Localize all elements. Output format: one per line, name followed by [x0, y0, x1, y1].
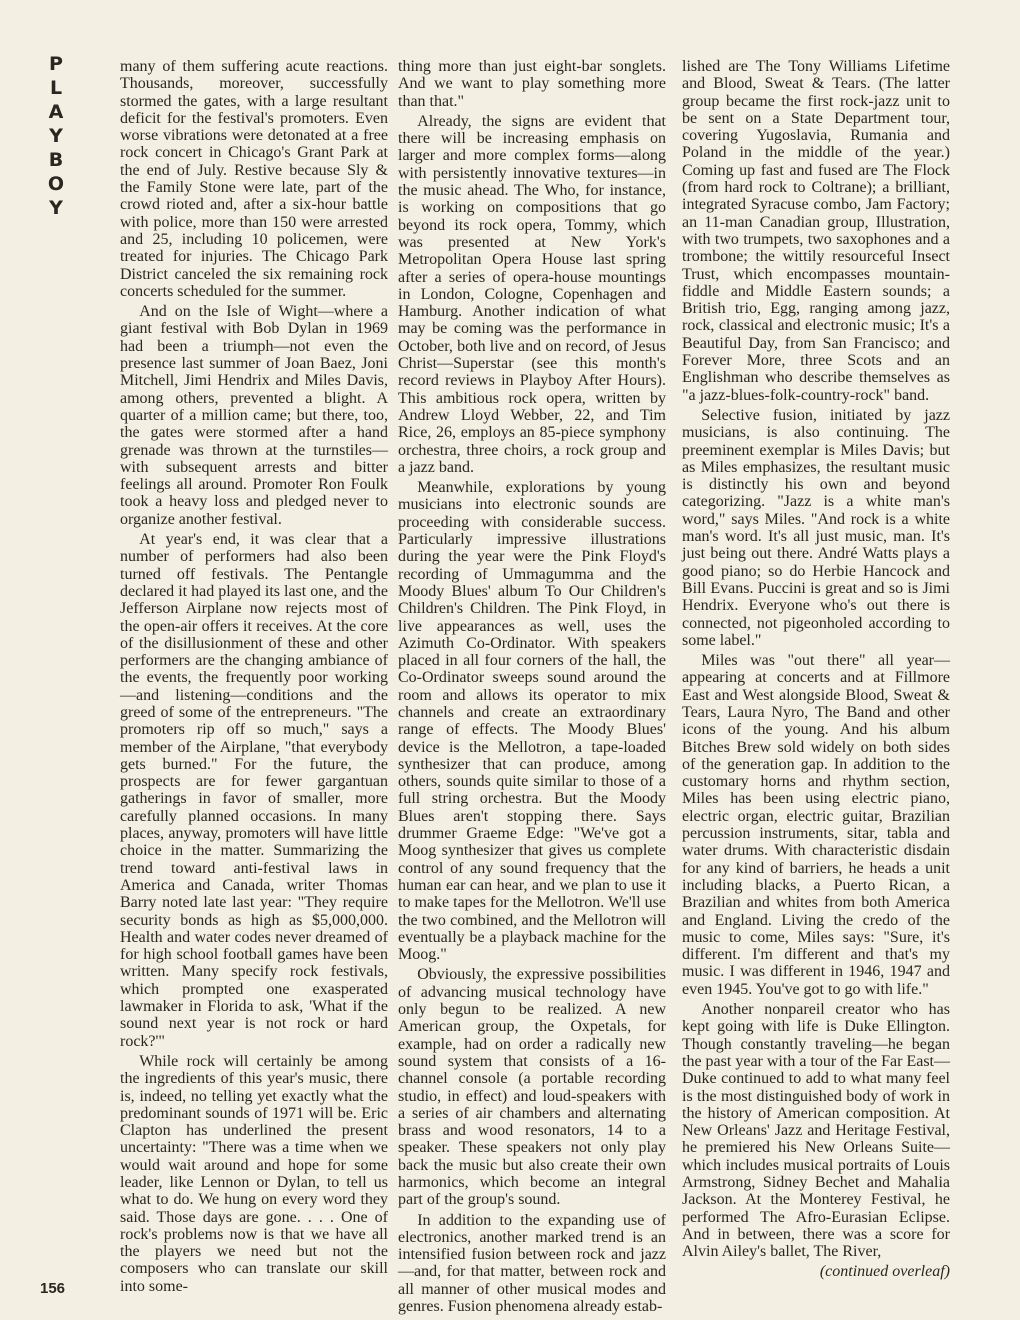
masthead-letter: Y [49, 197, 63, 219]
masthead-letter: Y [49, 125, 63, 147]
paragraph: In addition to the expanding use of electronics, another marked trend is an intensified fusion between rock and jazz—and, for that matter, between rock and all manner of other musical modes and genres. Fusion phenomena already estab- [398, 1211, 666, 1316]
text-column-2 [398, 58, 666, 1318]
paragraph: Selective fusion, initiated by jazz musicians, is also continuing. The preeminent exemplar is Miles Davis; but as Miles emphasizes, the resultant music is distinctly his own and beyond categorizing. "Jazz is a white man's word," says Miles. "And rock is a white man's word. It's all just music, man. It's just being out there. André Watts plays a good piano; so do Herbie Hancock and Bill Evans. Puccini is great and so is Jimi Hendrix. Everyone who's out there is connected, not pigeonholed according to some label." [682, 406, 950, 649]
paragraph: thing more than just eight-bar songlets. And we want to play something more than that." [398, 58, 666, 110]
masthead-letter: O [47, 173, 65, 195]
text-column-3 [682, 58, 950, 1284]
paragraph: And on the Isle of Wight—where a giant festival with Bob Dylan in 1969 had been a triumph—not even the presence last summer of Joan Baez, Joni Mitchell, Jimi Hendrix and Miles Davis, among others, prevented a blight. A quarter of a million came; but there, too, the gates were stormed after a hand grenade was thrown at the turnstiles—with subsequent arrests and bitter feelings all around. Promoter Ron Foulk took a heavy loss and pledged never to organize another festival. [120, 303, 388, 528]
text-column-1 [120, 58, 388, 1298]
masthead-letter: A [48, 101, 64, 123]
paragraph: Obviously, the expressive possibilities of advancing musical technology have only begun to be realized. A new American group, the Oxpetals, for example, had on order a radically new sound system that consists of a 16-channel console (a portable recording studio, in effect) and loud-speakers with a series of air chambers and alternating brass and wood resonators, 14 to a speaker. These speakers not only play back the music but also create their own harmonics, which become an integral part of the group's sound. [398, 966, 666, 1209]
paragraph: Another nonpareil creator who has kept going with life is Duke Ellington. Though constantly traveling—he began the past year with a tour of the Far East—Duke continued to add to what many feel is the most distinguished body of work in the history of American composition. At New Orleans' Jazz and Heritage Festival, he premiered his New Orleans Suite—which includes musical portraits of Louis Armstrong, Sidney Bechet and Mahalia Jackson. At the Monterey Festival, he performed The Afro-Eurasian Eclipse. And in between, there was a score for Alvin Ailey's ballet, The River, [682, 1001, 950, 1261]
magazine-masthead [44, 52, 68, 220]
paragraph: At year's end, it was clear that a number of performers had also been turned off festivals. The Pentangle declared it had played its last one, and the Jefferson Airplane now rejects most of the open-air offers it receives. At the core of the disillusionment of these and other performers are the changing ambiance of the events, the frequently poor working—and listening—conditions and the greed of some of the entrepreneurs. "The promoters rip off so much," says a member of the Airplane, "that everybody gets burned." For the future, the prospects are for fewer gargantuan gatherings in favor of smaller, more carefully planned occasions. In many places, anyway, promoters will have little choice in the matter. Summarizing the trend toward anti-festival laws in America and Canada, writer Thomas Barry noted late last year: "They require security bonds as high as $5,000,000. Health and water codes never dreamed of for high school football games have been written. Many specify rock festivals, which prompted one exasperated lawmaker in Florida to ask, 'What if the sound next year is not rock or hard rock?'" [120, 531, 388, 1050]
page-number: 156 [40, 1280, 66, 1297]
continued-note: (continued overleaf) [819, 1263, 950, 1281]
masthead-letter: B [48, 149, 64, 171]
paragraph: While rock will certainly be among the ingredients of this year's music, there is, indeed, no telling yet exactly what the predominant sounds of 1971 will be. Eric Clapton has underlined the present uncertainty: "There was a time when we would wait around and hope for some leader, like Lennon or Dylan, to tell us what to do. We hung on every word they said. Those days are gone. . . . One of rock's problems now is that we have all the players we need but not the composers who can translate our skill into some- [120, 1052, 388, 1295]
masthead-letter: L [49, 77, 63, 99]
paragraph: lished are The Tony Williams Lifetime and Blood, Sweat & Tears. (The latter group became the first rock-jazz unit to be sent on a State Department tour, covering Yugoslavia, Rumania and Poland in the middle of the year.) Coming up fast and fused are The Flock (from hard rock to Coltrane); a brilliant, integrated Syracuse combo, Jam Factory; an 11-man Canadian group, Illustration, with two trumpets, two saxophones and a trombone; the wittily resourceful Insect Trust, which encompasses mountain-fiddle and Middle Eastern sounds; a British trio, Egg, ranging among jazz, rock, classical and electronic music; It's a Beautiful Day, from San Francisco; and Forever More, three Scots and an Englishman who describe themselves as "a jazz-blues-folk-country-rock" band. [682, 58, 950, 404]
paragraph: many of them suffering acute reactions. Thousands, moreover, successfully stormed the gates, with a large resultant deficit for the festival's promoters. Even worse vibrations were detonated at a free rock concert in Chicago's Grant Park at the end of July. Restive because Sly & the Family Stone were late, part of the crowd rioted and, after a six-hour battle with police, more than 150 were arrested and 25, including 10 policemen, were treated for injuries. The Chicago Park District canceled the six remaining rock concerts scheduled for the summer. [120, 58, 388, 300]
paragraph: Miles was "out there" all year—appearing at concerts and at Fillmore East and West alongside Blood, Sweat & Tears, Laura Nyro, The Band and other icons of the young. And his album Bitches Brew sold widely on both sides of the generation gap. In addition to the customary horns and rhythm section, Miles has been using electric piano, electric organ, electric guitar, Brazilian percussion instruments, sitar, tabla and water drums. With characteristic disdain for any kind of barriers, he heads a unit including blacks, a Puerto Rican, a Brazilian and whites from both America and England. Living the credo of the music to come, Miles says: "Sure, it's different. I'm different and that's my music. I was different in 1946, 1947 and even 1945. You've got to go with life." [682, 652, 950, 998]
masthead-letter: P [49, 53, 63, 75]
paragraph: Meanwhile, explorations by young musicians into electronic sounds are proceeding with considerable success. Particularly impressive illustrations during the year were the Pink Floyd's recording of Ummagumma and the Moody Blues' album To Our Children's Children's Children. The Pink Floyd, in live appearances as well, uses the Azimuth Co-Ordinator. With speakers placed in all four corners of the hall, the Co-Ordinator sweeps sound around the room and allows its operator to mix channels and create an extraordinary range of effects. The Moody Blues' device is the Mellotron, a tape-loaded synthesizer that can produce, among others, sounds quite similar to those of a full string orchestra. But the Moody Blues aren't stopping there. Says drummer Graeme Edge: "We've got a Moog synthesizer that gives us complete control of any sound frequency that the human ear can hear, and we plan to use it to make tapes for the Mellotron. We'll use the two combined, and the Mellotron will eventually be a playback machine for the Moog." [398, 479, 666, 964]
paragraph: Already, the signs are evident that there will be increasing emphasis on larger and more complex forms—along with persistently innovative textures—in the music ahead. The Who, for instance, is working on compositions that go beyond its rock opera, Tommy, which was presented at New York's Metropolitan Opera House last spring after a series of opera-house mountings in London, Cologne, Copenhagen and Hamburg. Another indication of what may be coming was the performance in October, both live and on record, of Jesus Christ—Superstar (see this month's record reviews in Playboy After Hours). This ambitious rock opera, written by Andrew Lloyd Webber, 22, and Tim Rice, 26, employs an 85-piece symphony orchestra, three choirs, a rock group and a jazz band. [398, 112, 666, 476]
